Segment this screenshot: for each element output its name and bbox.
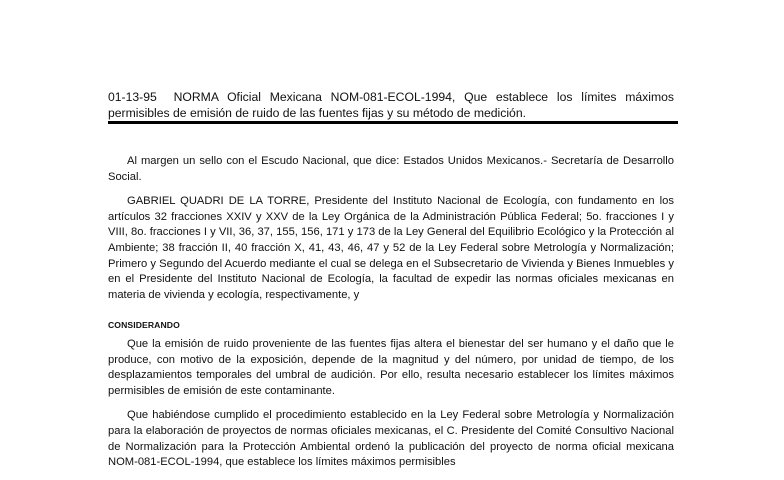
norm-title: NORMA Oficial Mexicana NOM-081-ECOL-1994, Que establece los límites máximos permisibles de emisión de ruido de las fuentes fijas y su método de medición. (108, 90, 675, 120)
considerando-paragraph-2: Que habiéndose cumplido el procedimiento establecido en la Ley Federal sobre Metrología y Normalización para la elaboración de proyectos de normas oficiales mexicanas, el C. Presidente del Comité Consultivo Nacional de Normalización para la Protección Ambiental ordenó la publicación del proyecto de norma oficial mexicana NOM-081-ECOL-1994, que establece los límites máximos permisibles (108, 409, 674, 469)
considerando-paragraph-1: Que la emisión de ruido proveniente de las fuentes fijas altera el bienestar del ser humano y el daño que le produce, con motivo de la exposición, depende de la magnitud y del número, por unidad de tiempo, de los desplazamientos temporales del umbral de audición. Por ello, resulta necesario establecer los límites máximos permisibles de emisión de este contaminante. (108, 337, 674, 397)
authority-paragraph: GABRIEL QUADRI DE LA TORRE, Presidente del Instituto Nacional de Ecología, con fundamento en los artículos 32 fracciones XXIV y XXV de la Ley Orgánica de la Administración Pública Federal; 5o. fracciones I y VIII, 8o. fracciones I y VII, 36, 37, 155, 156, 171 y 173 de la Ley General del Equilibrio Ecológico y la Protección al Ambiente; 38 fracción II, 40 fracción X, 41, 43, 46, 47 y 52 de la Ley Federal sobre Metrología y Normalización; Primero y Segundo del Acuerdo mediante el cual se delega en el Subsecretario de Vivienda y Bienes Inmuebles y en el Presidente del Instituto Nacional de Ecología, la facultad de expedir las normas oficiales mexicanas en materia de vivienda y ecología, respectivamente, y (108, 195, 674, 301)
section-heading: CONSIDERANDO (108, 320, 180, 331)
seal-paragraph: Al margen un sello con el Escudo Nacional, que dice: Estados Unidos Mexicanos.- Secretaría de Desarrollo Social. (108, 155, 674, 183)
document-body (108, 154, 674, 480)
header-divider (108, 121, 678, 124)
publication-date: 01-13-95 (108, 90, 157, 104)
document-header (108, 90, 674, 121)
